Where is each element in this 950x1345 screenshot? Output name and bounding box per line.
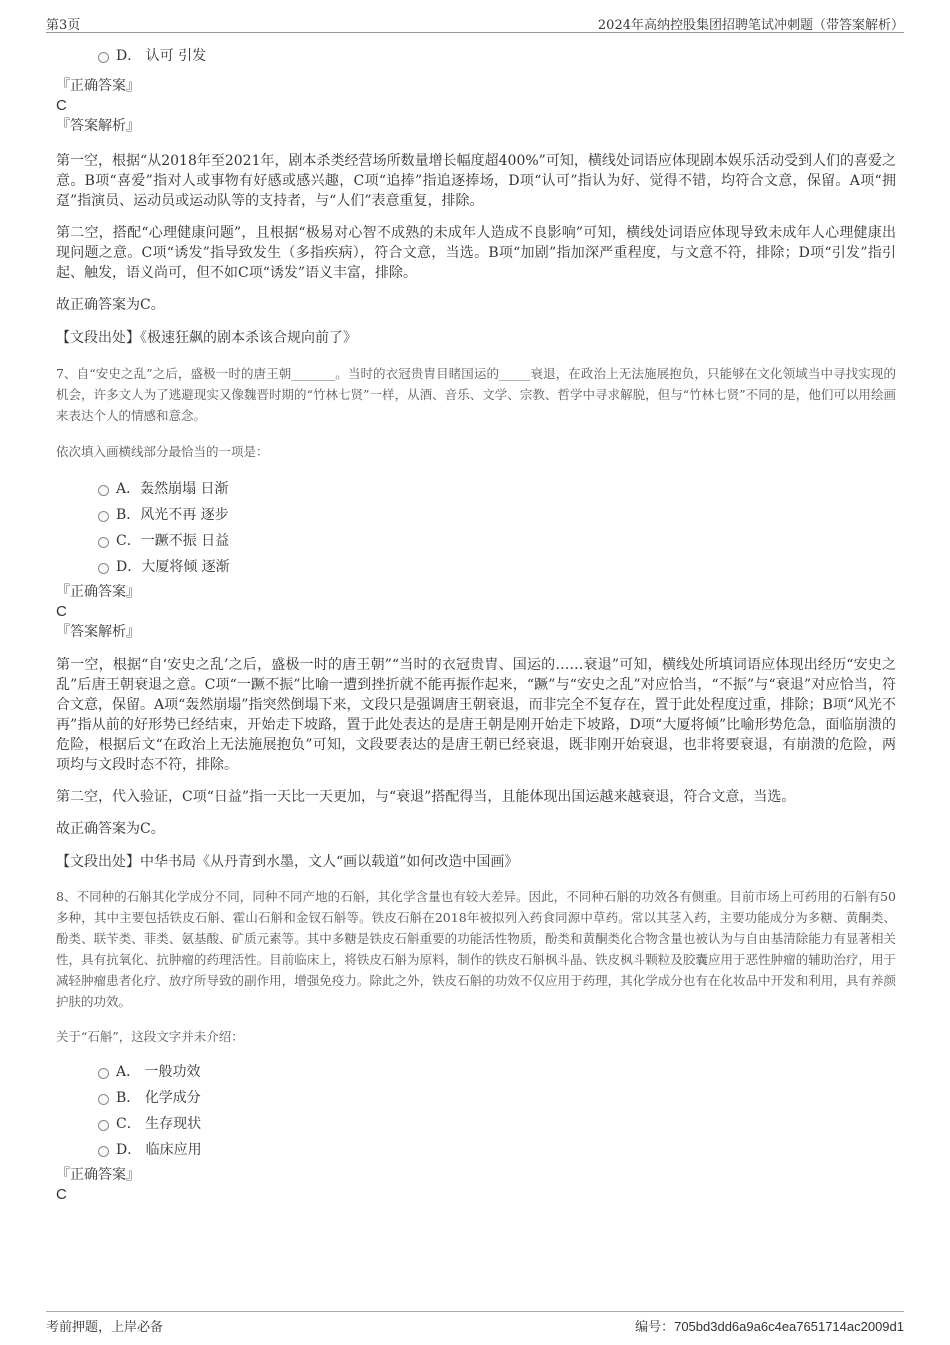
page-footer xyxy=(46,1311,904,1336)
q8-answer-label: 『正确答案』 xyxy=(56,1167,140,1183)
option-label: B． 化学成分 xyxy=(116,1090,201,1106)
q8-answer: C xyxy=(56,1186,67,1203)
q6-conclusion: 故正确答案为C。 xyxy=(56,297,165,313)
code-label: 编号： xyxy=(635,1320,675,1335)
code-value: 705bd3dd6a9a6c4ea7651714ac2009d1 xyxy=(674,1319,904,1334)
q7-conclusion: 故正确答案为C。 xyxy=(56,821,165,837)
q7-analysis-label: 『答案解析』 xyxy=(56,624,140,640)
page-number: 第3页 xyxy=(46,18,81,33)
q7-option-a[interactable] xyxy=(56,476,896,502)
option-label: A．轰然崩塌 日渐 xyxy=(116,481,229,497)
radio-icon[interactable] xyxy=(98,1094,109,1105)
q7-option-c[interactable] xyxy=(56,528,896,554)
q7-source: 【文段出处】中华书局《从丹青到水墨，文人“画以载道”如何改造中国画》 xyxy=(56,854,519,870)
page-content xyxy=(56,42,896,1205)
q8-stem: 8、不同种的石斛其化学成分不同，同种不同产地的石斛，其化学含量也有较大差异。因此，不同种石斛的功效各有侧重。目前市场上可药用的石斛有50多种，其中主要包括铁皮石斛、霍山石斛和金钗石斛等。铁皮石斛在2018年被拟列入药食同源中草药。常以其茎入药，主要功能成分为多糖、黄酮类、酚类、联苄类、菲类、氨基酸、矿质元素等。其中多糖是铁皮石斛重要的功能活性物质，酚类和黄酮类化合物含量也被认为与自由基清除能力有显著相关性，具有抗氧化、抗肿瘤的药理活性。目前临床上，将铁皮石斛为原料，制作的铁皮石斛枫斗晶、铁皮枫斗颗粒及胶囊应用于恶性肿瘤的辅助治疗，用于减轻肿瘤患者化疗、放疗所导致的副作用，增强免疫力。除此之外，铁皮石斛的功效不仅应用于药理，其化学成分也有在化妆品中开发和利用，具有养颜护肤的功效。 xyxy=(56,889,896,1009)
q8-option-b[interactable] xyxy=(56,1085,896,1111)
radio-icon[interactable] xyxy=(98,485,109,496)
radio-icon[interactable] xyxy=(98,1068,109,1079)
q7-answer: C xyxy=(56,603,67,620)
radio-icon[interactable] xyxy=(98,537,109,548)
q8-options xyxy=(56,1059,896,1163)
radio-icon[interactable] xyxy=(98,1120,109,1131)
q8-option-d[interactable] xyxy=(56,1137,896,1163)
option-label: C．一蹶不振 日益 xyxy=(116,533,230,549)
q7-analysis-para-2: 第二空，代入验证，C项“日益”指一天比一天更加，与“衰退”搭配得当，且能体现出国运越来越衰退，符合文意，当选。 xyxy=(56,789,796,805)
document-title: 2024年高纳控股集团招聘笔试冲刺题（带答案解析） xyxy=(597,18,904,33)
q7-answer-label: 『正确答案』 xyxy=(56,584,140,600)
option-label: B．风光不再 逐步 xyxy=(116,507,229,523)
option-label: C． 生存现状 xyxy=(116,1116,202,1132)
q6-option-d[interactable] xyxy=(56,43,896,69)
radio-icon[interactable] xyxy=(98,511,109,522)
option-label: A． 一般功效 xyxy=(116,1064,201,1080)
q7-option-b[interactable] xyxy=(56,502,896,528)
option-label: D．大厦将倾 逐渐 xyxy=(116,559,230,575)
q6-analysis-para-1: 第一空，根据“从2018年至2021年，剧本杀类经营场所数量增长幅度超400%”可知，横线处词语应体现剧本娱乐活动受到人们的喜爱之意。B项“喜爱”指对人或事物有好感或感兴趣，C项“追捧”指追逐捧场，D项“认可”指认为好、觉得不错，均符合文意，保留。A项“拥趸”指演员、运动员或运动队等的支持者，与“人们”表意重复，排除。 xyxy=(56,153,896,209)
q6-answer: C xyxy=(56,97,67,114)
q6-analysis-label: 『答案解析』 xyxy=(56,118,140,134)
q6-analysis-para-2: 第二空，搭配“心理健康问题”，且根据“极易对心智不成熟的未成年人造成不良影响”可知，横线处词语应体现导致未成年人心理健康出现问题之意。C项“诱发”指导致发生（多指疾病），符合文意，当选。B项“加剧”指加深严重程度，与文意不符，排除；D项“引发”指引起、触发，语义尚可，但不如C项“诱发”语义丰富，排除。 xyxy=(56,225,896,281)
radio-icon[interactable] xyxy=(98,563,109,574)
option-label: D． 认可 引发 xyxy=(116,48,207,64)
q7-options xyxy=(56,476,896,580)
radio-icon[interactable] xyxy=(98,1146,109,1157)
q6-answer-label: 『正确答案』 xyxy=(56,78,140,94)
q8-option-c[interactable] xyxy=(56,1111,896,1137)
q8-prompt: 关于“石斛”，这段文字并未介绍： xyxy=(56,1029,244,1044)
q7-prompt: 依次填入画横线部分最恰当的一项是： xyxy=(56,444,269,459)
footer-slogan: 考前押题，上岸必备 xyxy=(46,1320,164,1335)
q7-analysis-para-1: 第一空，根据“自‘安史之乱’之后，盛极一时的唐王朝”“当时的衣冠贵胄、国运的……衰退”可知，横线处所填词语应体现出经历“安史之乱”后唐王朝衰退之意。C项“一蹶不振”比喻一遭到挫折就不能再振作起来，“蹶”与“安史之乱”对应恰当，“不振”与“衰退”对应恰当，符合文意，保留。A项“轰然崩塌”指突然倒塌下来，文段只是强调唐王朝衰退，而非完全不复存在，置于此处程度过重，排除；B项“风光不再”指从前的好形势已经结束，开始走下坡路，置于此处表达的是唐王朝是刚开始走下坡路，D项“大厦将倾”比喻形势危急，面临崩溃的危险，根据后文“在政治上无法施展抱负”可知，文段要表达的是唐王朝已经衰退，既非刚开始衰退，也非将要衰退，有崩溃的危险，两项均与文段时态不符，排除。 xyxy=(56,657,896,773)
q6-source: 【文段出处】《极速狂飙的剧本杀该合规向前了》 xyxy=(56,330,357,346)
document-code xyxy=(635,1316,904,1335)
q7-stem: 7、自“安史之乱”之后，盛极一时的唐王朝_______。当时的衣冠贵胄目睹国运的_____衰退，在政治上无法施展抱负，只能够在文化领域当中寻找实现的机会，许多文人为了逃避现实又像魏晋时期的“竹林七贤”一样，从酒、音乐、文学、宗教、哲学中寻求解脱，但与“竹林七贤”不同的是，他们可以用绘画来表达个人的情感和意念。 xyxy=(56,366,896,423)
q8-option-a[interactable] xyxy=(56,1059,896,1085)
radio-icon[interactable] xyxy=(98,52,109,63)
page-header xyxy=(46,10,904,33)
q7-option-d[interactable] xyxy=(56,554,896,580)
option-label: D． 临床应用 xyxy=(116,1142,202,1158)
